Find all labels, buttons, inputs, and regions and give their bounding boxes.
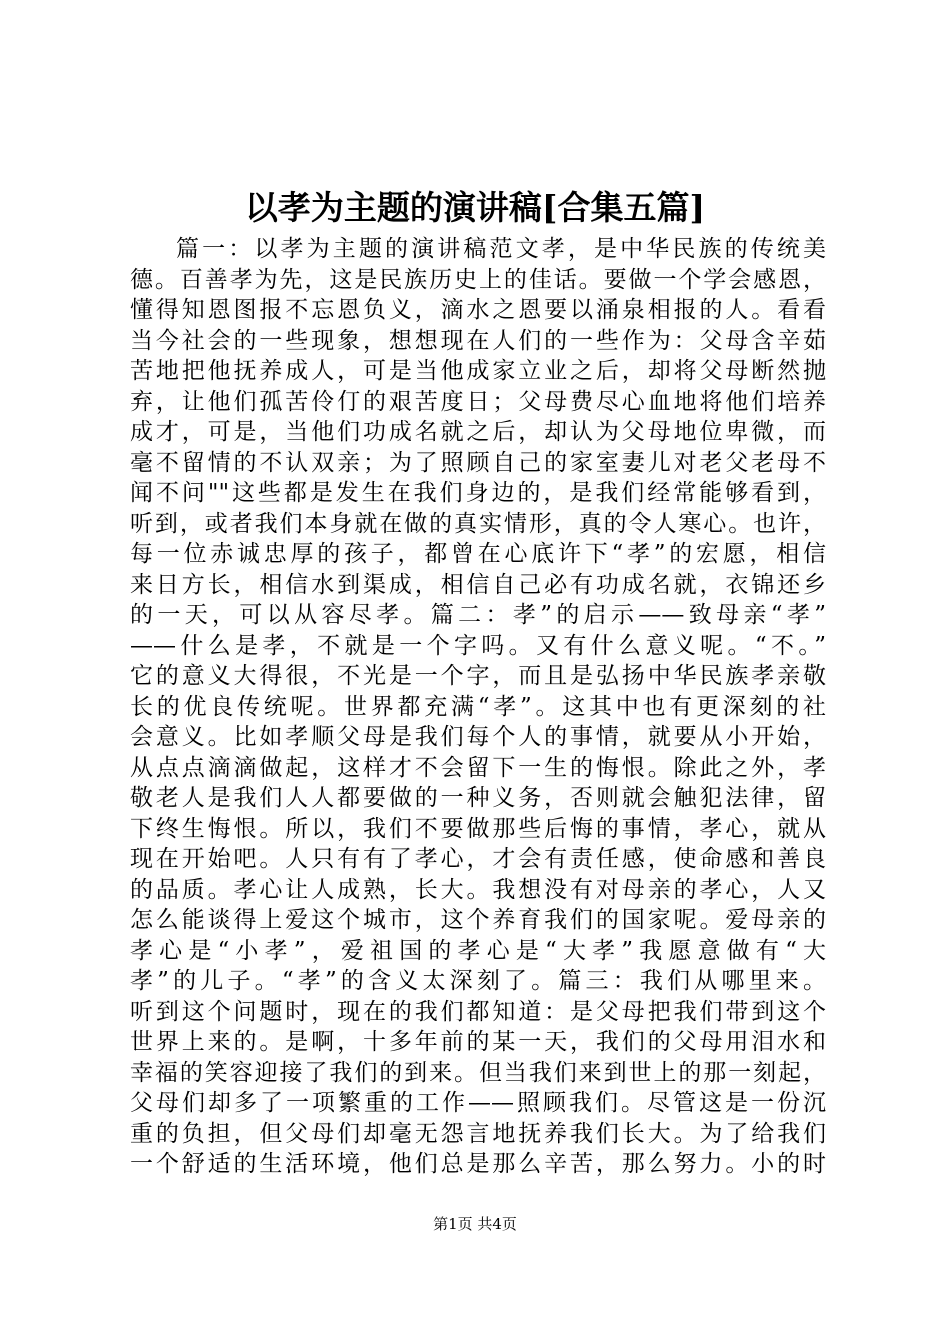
body-line: 会意义。比如孝顺父母是我们每个人的事情，就要从小开始， xyxy=(130,724,826,750)
body-line: 现在开始吧。人只有有了孝心，才会有责任感，使命感和善良 xyxy=(130,846,826,872)
body-line: 每一位赤诚忠厚的孩子，都曾在心底许下“孝”的宏愿，相信 xyxy=(130,541,826,567)
body-line: 的品质。孝心让人成熟，长大。我想没有对母亲的孝心，人又 xyxy=(130,876,826,903)
body-line: 听到这个问题时，现在的我们都知道：是父母把我们带到这个 xyxy=(130,998,826,1025)
body-line: 毫不留情的不认双亲；为了照顾自己的家室妻儿对老父老母不 xyxy=(130,449,826,476)
body-line: 幸福的笑容迎接了我们的到来。但当我们来到世上的那一刻起， xyxy=(130,1059,826,1086)
body-line: 孝心是“小孝”，爱祖国的孝心是“大孝”我愿意做有“大 xyxy=(130,937,826,964)
body-line: 孝”的儿子。“孝”的含义太深刻了。篇三：我们从哪里来。 xyxy=(130,968,826,994)
body-line: 世界上来的。是啊，十多年前的某一天，我们的父母用泪水和 xyxy=(130,1029,826,1055)
body-line: 重的负担，但父母们却毫无怨言地抚养我们长大。为了给我们 xyxy=(130,1120,826,1147)
body-line: 怎么能谈得上爱这个城市，这个养育我们的国家呢。爱母亲的 xyxy=(130,907,826,933)
body-line: 它的意义大得很，不光是一个字，而且是弘扬中华民族孝亲敬 xyxy=(130,663,826,689)
page-footer: 第1页 共4页 xyxy=(433,1215,517,1233)
body-line: 德。百善孝为先，这是民族历史上的佳话。要做一个学会感恩， xyxy=(130,266,826,293)
body-line: 懂得知恩图报不忘恩负义，滴水之恩要以涌泉相报的人。看看 xyxy=(130,297,826,323)
document-title: 以孝为主题的演讲稿[合集五篇] xyxy=(244,188,706,227)
body-line: 篇一：以孝为主题的演讲稿范文孝，是中华民族的传统美 xyxy=(176,236,826,262)
body-line: 长的优良传统呢。世界都充满“孝”。这其中也有更深刻的社 xyxy=(130,693,826,720)
body-line: 成才，可是，当他们功成名就之后，却认为父母地位卑微，而 xyxy=(130,419,826,445)
body-line: 的一天，可以从容尽孝。篇二：孝”的启示——致母亲“孝” xyxy=(130,602,826,628)
body-line: 一个舒适的生活环境，他们总是那么辛苦，那么努力。小的时 xyxy=(130,1151,826,1177)
body-line: 当今社会的一些现象，想想现在人们的一些作为：父母含辛茹 xyxy=(130,327,826,354)
body-line: ——什么是孝，不就是一个字吗。又有什么意义呢。“不。” xyxy=(130,632,826,659)
body-line: 苦地把他抚养成人，可是当他成家立业之后，却将父母断然抛 xyxy=(130,358,826,384)
body-line: 来日方长，相信水到渠成，相信自己必有功成名就，衣锦还乡 xyxy=(130,571,826,598)
body-line: 听到，或者我们本身就在做的真实情形，真的令人寒心。也许， xyxy=(130,510,826,537)
body-line: 从点点滴滴做起，这样才不会留下一生的悔恨。除此之外，孝 xyxy=(130,754,826,781)
body-line: 闻不问""这些都是发生在我们身边的，是我们经常能够看到， xyxy=(130,480,826,506)
document-body xyxy=(130,234,826,1180)
body-line: 父母们却多了一项繁重的工作——照顾我们。尽管这是一份沉 xyxy=(130,1090,826,1116)
body-line: 下终生悔恨。所以，我们不要做那些后悔的事情，孝心，就从 xyxy=(130,815,826,842)
body-line: 弃，让他们孤苦伶仃的艰苦度日；父母费尽心血地将他们培养 xyxy=(130,388,826,415)
body-line: 敬老人是我们人人都要做的一种义务，否则就会触犯法律，留 xyxy=(130,785,826,811)
